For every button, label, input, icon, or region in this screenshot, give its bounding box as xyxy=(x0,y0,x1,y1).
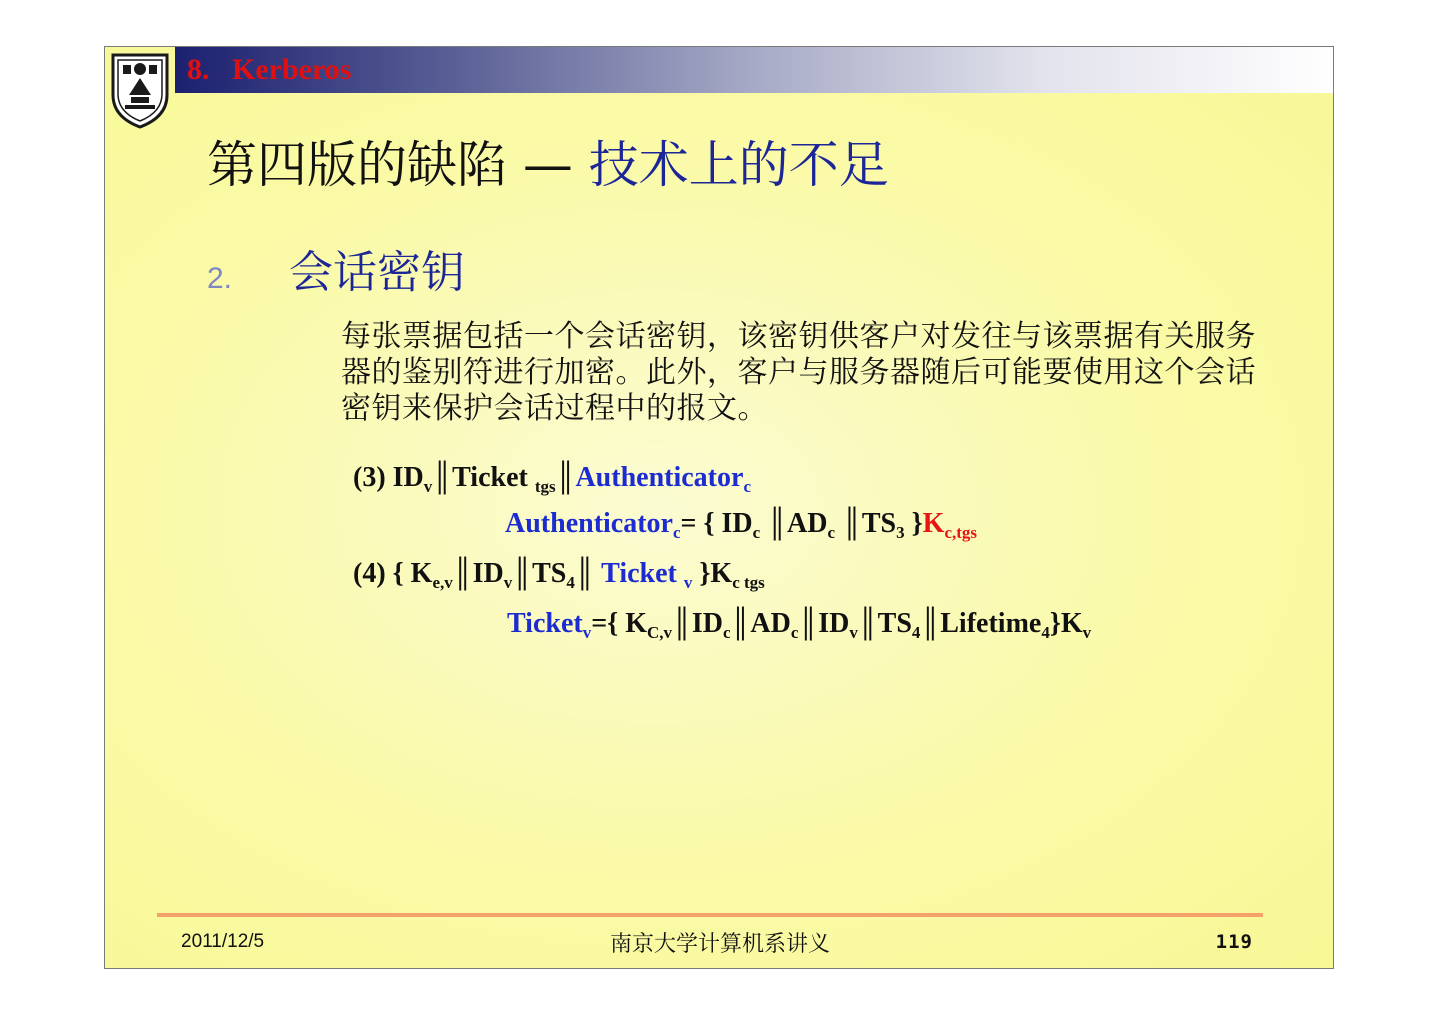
formula-3 xyxy=(353,461,751,495)
f3-id-sub: v xyxy=(503,573,513,592)
f1-ticket-sub: tgs xyxy=(534,477,556,496)
f1-id-sub: v xyxy=(423,477,433,496)
f3-k-sub: e,v xyxy=(432,573,453,592)
f3-label: (4) { K xyxy=(353,558,433,589)
f2-ad-sub: c xyxy=(827,523,836,542)
f1-ticket: Ticket xyxy=(452,462,535,493)
f2-id-sub: c xyxy=(752,523,761,542)
body-paragraph: 每张票据包括一个会话密钥，该密钥供客户对发往与该票据有关服务器的鉴别符进行加密。此外，客户与服务器随后可能要使用这个会话密钥来保护会话过程中的报文。 xyxy=(341,319,1256,426)
f3-ticket-sub: v xyxy=(683,573,693,592)
f3-mid3: ║ xyxy=(574,558,602,589)
f2-auth-sub: c xyxy=(672,523,681,542)
slide-title-sub: 技术上的不足 xyxy=(588,136,889,194)
footer-course-title: 南京大学计算机系讲义 xyxy=(609,932,830,957)
formula-authenticator xyxy=(505,507,977,541)
f2-mid2: ║TS xyxy=(835,508,897,539)
f4-ad-sub: c xyxy=(790,623,799,642)
f1-id: ID xyxy=(392,462,424,493)
slide-title-main: 第四版的缺陷 — xyxy=(207,136,589,194)
f1-label: (3) xyxy=(353,462,393,493)
f2-auth: Authenticator xyxy=(505,508,673,539)
item-number: 2. xyxy=(207,262,233,295)
footer-divider xyxy=(157,913,1263,917)
f4-id2-sub: v xyxy=(849,623,858,642)
f2-ts-sub: 3 xyxy=(896,523,905,542)
f4-mid5: ║Lifetime xyxy=(920,608,1042,639)
f4-mid4: ║TS xyxy=(857,608,912,639)
f3-mid1: ║ID xyxy=(452,558,504,589)
f3-mid2: ║TS xyxy=(512,558,567,589)
header-title: 8. Kerberos xyxy=(187,53,352,86)
f4-life-sub: 4 xyxy=(1041,623,1050,642)
f4-k2-sub: v xyxy=(1082,623,1092,642)
f1-auth: Authenticator xyxy=(575,462,744,493)
f4-mid1: ║ID xyxy=(672,608,723,639)
f2-eq: = { ID xyxy=(680,508,753,539)
footer-page-number: 119 xyxy=(1215,931,1253,953)
f3-ticket: Ticket xyxy=(601,558,684,589)
f3-k2-sub: c tgs xyxy=(732,573,765,592)
formula-ticket xyxy=(507,607,1091,641)
f4-ts-sub: 4 xyxy=(911,623,921,642)
f1-sep1: ║ xyxy=(432,462,453,493)
f1-sep2: ║ xyxy=(555,462,576,493)
slide-title xyxy=(207,133,889,197)
f4-k-sub: C,v xyxy=(646,623,673,642)
f3-close: }K xyxy=(692,558,733,589)
f2-close: } xyxy=(904,508,923,539)
f4-mid3: ║ID xyxy=(798,608,850,639)
f1-auth-sub: c xyxy=(743,477,751,496)
f2-mid1: ║AD xyxy=(760,508,828,539)
f4-ticket: Ticket xyxy=(507,608,583,639)
f4-eq: ={ K xyxy=(591,608,647,639)
f2-k-sub: c,tgs xyxy=(944,523,978,542)
f4-close: }K xyxy=(1049,608,1083,639)
f2-k: K xyxy=(922,508,945,539)
formula-4 xyxy=(353,557,765,591)
university-seal-icon xyxy=(109,51,171,129)
f4-ticket-sub: v xyxy=(582,623,592,642)
f3-ts-sub: 4 xyxy=(566,573,575,592)
slide xyxy=(104,46,1334,969)
f4-mid2: ║AD xyxy=(730,608,791,639)
f4-id-sub: c xyxy=(722,623,731,642)
item-label: 会话密钥 xyxy=(289,247,465,298)
footer-date: 2011/12/5 xyxy=(181,931,265,952)
